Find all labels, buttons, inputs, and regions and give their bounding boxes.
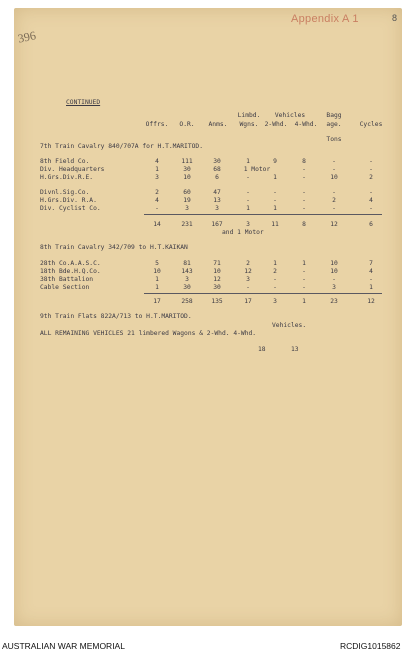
cell-cycles: 1 [369, 284, 373, 291]
cell-or: 111 [181, 158, 193, 165]
table-row [0, 197, 415, 205]
pencil-annotation: 396 [16, 28, 38, 46]
table-row [0, 260, 415, 268]
row-label: 18th Bde.H.Q.Co. [40, 268, 101, 275]
cell-or: 3 [185, 276, 189, 283]
cell-limbd: 12 [244, 268, 252, 275]
cell-bagg: - [332, 205, 336, 212]
cell-bagg: 10 [330, 268, 338, 275]
cell-limbd: 2 [246, 260, 250, 267]
cell-cycles: - [369, 189, 373, 196]
cell-limbd: 3 [246, 276, 250, 283]
total-bagg: 12 [330, 221, 338, 228]
continued-heading: CONTINUED [66, 99, 101, 106]
vehicles-4whd-count: 13 [291, 346, 299, 353]
cell-offrs: 4 [155, 158, 159, 165]
cell-offrs: 1 [155, 276, 159, 283]
cell-limbd: - [246, 174, 250, 181]
total-limbd: 3 [246, 221, 250, 228]
cell-cycles: 2 [369, 174, 373, 181]
cell-limbd: 1 [246, 205, 250, 212]
cell-or: 3 [185, 205, 189, 212]
col-bagg-1: Bagg [326, 112, 342, 119]
cell-cycles: 4 [369, 197, 373, 204]
cell-anms: 3 [215, 205, 219, 212]
cell-cycles: - [369, 276, 373, 283]
cell-cycles: 4 [369, 268, 373, 275]
section-title: 8th Train Cavalry 342/709 to H.T.KAIKAN [40, 244, 188, 251]
cell-2whd: - [273, 189, 277, 196]
cell-anms: 30 [213, 158, 221, 165]
col-veh-4whd: 4-Whd. [294, 121, 318, 128]
cell-4whd: - [302, 268, 306, 275]
cell-anms: 30 [213, 284, 221, 291]
total-cycles: 12 [367, 298, 375, 305]
cell-2whd: 1 [273, 174, 277, 181]
col-veh-2whd: 2-Whd. [264, 121, 288, 128]
section-title: 9th Train Flats 822A/713 to H.T.MARITOD. [40, 313, 192, 320]
cell-anms: 10 [213, 268, 221, 275]
cell-anms: 6 [215, 174, 219, 181]
col-bagg-tons: Tons [326, 136, 342, 143]
total-2whd: 3 [273, 298, 277, 305]
cell-2whd: - [273, 276, 277, 283]
table-row [0, 276, 415, 284]
total-bagg: 23 [330, 298, 338, 305]
cell-2whd: - [273, 284, 277, 291]
totals-rule [144, 214, 382, 215]
cell-limbd: - [246, 284, 250, 291]
cell-anms: 47 [213, 189, 221, 196]
total-2whd: 11 [271, 221, 279, 228]
cell-2whd: 1 [273, 205, 277, 212]
cell-cycles: - [369, 166, 373, 173]
cell-limbd: - [246, 197, 250, 204]
cell-offrs: 1 [155, 284, 159, 291]
row-label: H.Grs.Div.R.E. [40, 174, 94, 181]
total-offrs: 14 [153, 221, 161, 228]
cell-4whd: - [302, 276, 306, 283]
cell-limbd: 1 Motor [243, 166, 271, 173]
cell-bagg: 2 [332, 197, 336, 204]
row-label: 8th Field Co. [40, 158, 90, 165]
total-cycles: 6 [369, 221, 373, 228]
archive-institution: AUSTRALIAN WAR MEMORIAL [2, 641, 125, 651]
col-vehicles-1: Vehicles [274, 112, 306, 119]
col-bagg-2: age. [326, 121, 342, 128]
cell-4whd: - [302, 174, 306, 181]
cell-or: 81 [183, 260, 191, 267]
cell-or: 30 [183, 166, 191, 173]
cell-4whd: 8 [302, 158, 306, 165]
col-offrs: Offrs. [145, 121, 169, 128]
cell-offrs: 4 [155, 197, 159, 204]
cell-limbd: 1 [246, 158, 250, 165]
cell-offrs: 2 [155, 189, 159, 196]
cell-4whd: - [302, 166, 306, 173]
vehicles-2whd-count: 18 [258, 346, 266, 353]
cell-bagg: 3 [332, 284, 336, 291]
cell-bagg: - [332, 166, 336, 173]
cell-anms: 71 [213, 260, 221, 267]
totals-note: and 1 Motor [222, 229, 264, 236]
total-or: 258 [181, 298, 193, 305]
cell-limbd: - [246, 189, 250, 196]
row-label: Div. Headquarters [40, 166, 105, 173]
table-row [0, 189, 415, 197]
cell-offrs: 10 [153, 268, 161, 275]
cell-or: 19 [183, 197, 191, 204]
col-cycles: Cycles [359, 121, 383, 128]
cell-4whd: - [302, 189, 306, 196]
table-row [0, 268, 415, 276]
row-label: 28th Co.A.A.S.C. [40, 260, 101, 267]
cell-anms: 12 [213, 276, 221, 283]
cell-offrs: 3 [155, 174, 159, 181]
row-label: Div. Cyclist Co. [40, 205, 101, 212]
total-offrs: 17 [153, 298, 161, 305]
row-label: H.Grs.Div. R.A. [40, 197, 97, 204]
totals-rule [144, 293, 382, 294]
cell-bagg: 10 [330, 174, 338, 181]
cell-cycles: - [369, 158, 373, 165]
cell-or: 30 [183, 284, 191, 291]
cell-offrs: 1 [155, 166, 159, 173]
vehicles-label: Vehicles. [272, 322, 307, 329]
cell-bagg: - [332, 158, 336, 165]
total-anms: 135 [211, 298, 223, 305]
total-4whd: 8 [302, 221, 306, 228]
table-row [0, 174, 415, 182]
col-limbd-1: Limbd. [237, 112, 261, 119]
cell-anms: 13 [213, 197, 221, 204]
table-row [0, 166, 415, 174]
cell-or: 10 [183, 174, 191, 181]
cell-4whd: - [302, 284, 306, 291]
totals-row [0, 221, 415, 229]
cell-4whd: - [302, 205, 306, 212]
row-label: Cable Section [40, 284, 90, 291]
cell-2whd: 1 [273, 260, 277, 267]
table-row [0, 205, 415, 213]
cell-4whd: 1 [302, 260, 306, 267]
totals-row [0, 298, 415, 306]
total-4whd: 1 [302, 298, 306, 305]
cell-4whd: - [302, 197, 306, 204]
section-title: 7th Train Cavalry 840/707A for H.T.MARITOD. [40, 143, 204, 150]
col-limbd-2: Wgns. [239, 121, 259, 128]
cell-anms: 68 [213, 166, 221, 173]
cell-offrs: - [155, 205, 159, 212]
cell-offrs: 5 [155, 260, 159, 267]
cell-bagg: 10 [330, 260, 338, 267]
cell-or: 143 [181, 268, 193, 275]
cell-cycles: 7 [369, 260, 373, 267]
cell-2whd: 2 [273, 268, 277, 275]
page-number: 8 [392, 13, 398, 23]
col-or: O.R. [179, 121, 195, 128]
remaining-vehicles-line: ALL REMAINING VEHICLES 21 limbered Wagons & 2-Whd. 4-Whd. [40, 330, 257, 337]
total-anms: 167 [211, 221, 223, 228]
cell-bagg: - [332, 189, 336, 196]
archive-reference: RCDIG1015862 [340, 641, 401, 651]
total-limbd: 17 [244, 298, 252, 305]
cell-2whd: - [273, 197, 277, 204]
cell-cycles: - [369, 205, 373, 212]
table-row [0, 284, 415, 292]
cell-or: 60 [183, 189, 191, 196]
col-anms: Anms. [208, 121, 228, 128]
cell-2whd: 9 [273, 158, 277, 165]
appendix-label: Appendix A 1 [291, 13, 359, 25]
table-row [0, 158, 415, 166]
cell-bagg: - [332, 276, 336, 283]
row-label: 38th Battalion [40, 276, 94, 283]
row-label: Divnl.Sig.Co. [40, 189, 90, 196]
total-or: 231 [181, 221, 193, 228]
